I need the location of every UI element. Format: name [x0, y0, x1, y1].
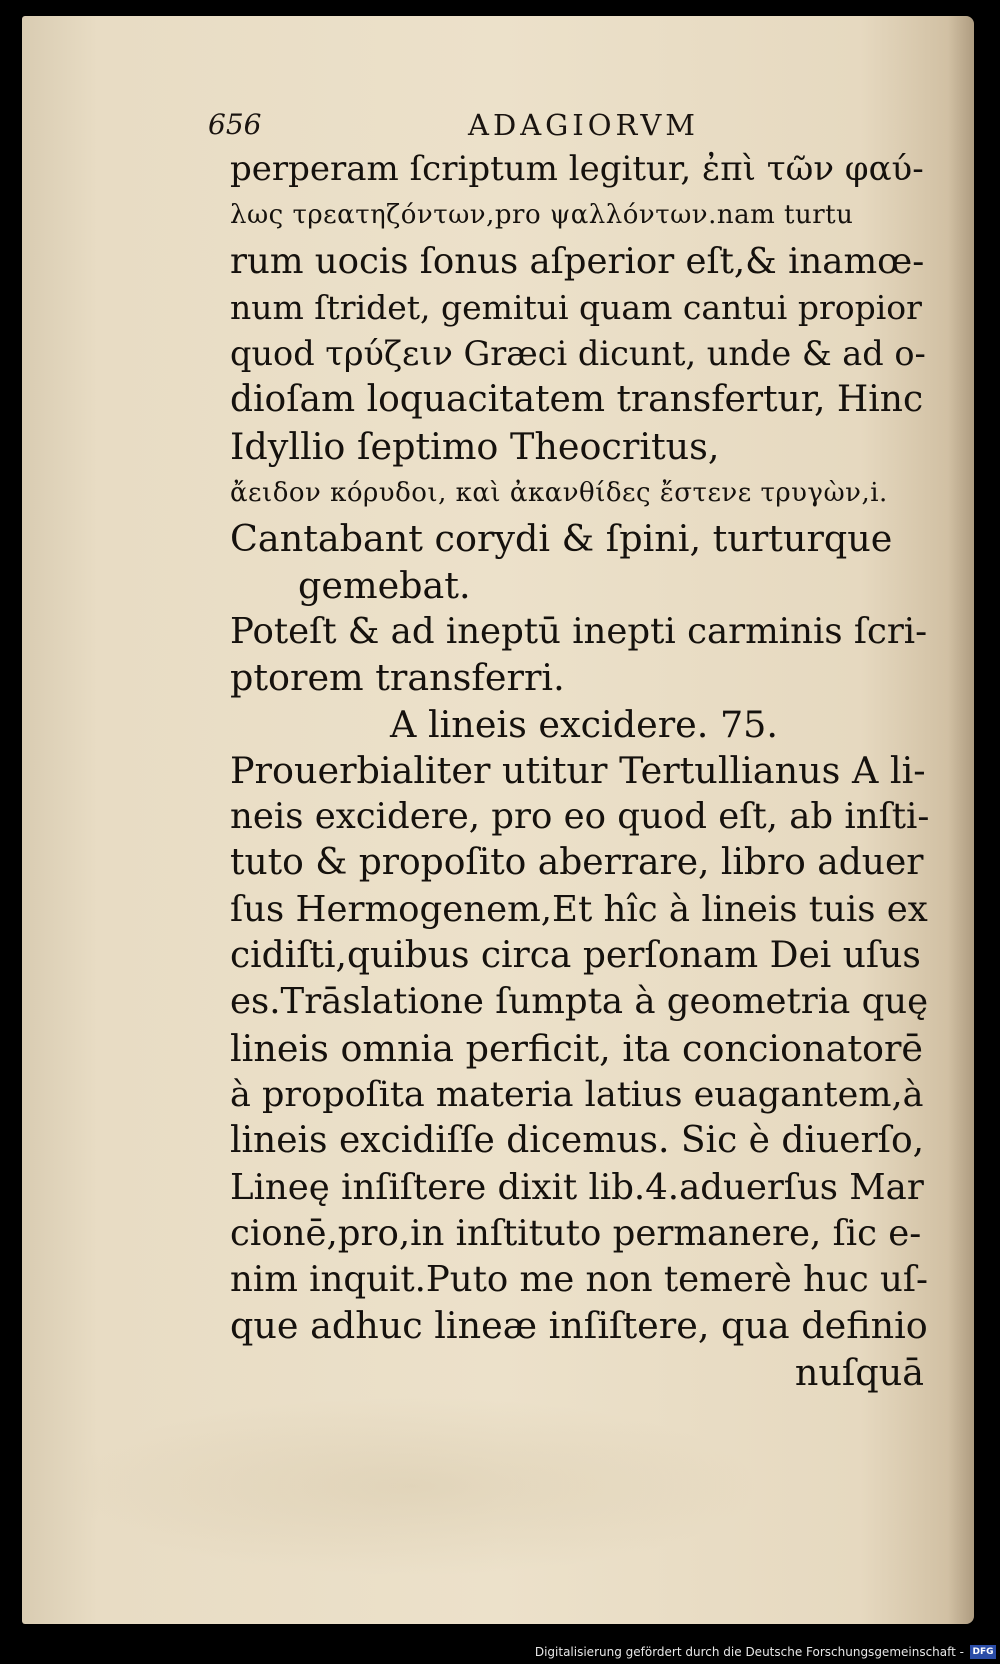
- text-line: Poteſt & ad ineptū inepti carminis ſcri-: [230, 610, 928, 652]
- text-line: ſus Hermogenem,Et hîc à lineis tuis ex: [230, 888, 928, 930]
- text-line: es.Trāslatione ſumpta à geometria quę: [230, 981, 929, 1023]
- text-line: neis excidere, pro eo quod eſt, ab inſti-: [230, 796, 930, 838]
- catchword: nuſquā: [794, 1350, 924, 1394]
- body-text: [230, 146, 930, 1396]
- text-line: perperam ſcriptum legitur, ἐπὶ τῶν φαύ-: [230, 149, 924, 189]
- text-line: dioſam loquacitatem transfertur, Hinc: [230, 379, 924, 421]
- text-line: que adhuc lineæ inſiſtere, qua definio: [230, 1304, 928, 1348]
- text-line: gemebat.: [298, 563, 471, 607]
- page-number: 656: [208, 108, 262, 141]
- text-line: cidiſti,quibus circa perſonam Dei uſus: [230, 935, 921, 977]
- text-line: nim inquit.Puto me non temerè huc uſ-: [230, 1259, 928, 1301]
- text-line: tuto & propoſito aberrare, libro aduer: [230, 842, 924, 884]
- text-line: Lineę inſiſtere dixit lib.4.aduerſus Mar: [230, 1166, 924, 1208]
- page-stain: [62, 1396, 762, 1576]
- text-line: num ſtridet, gemitui quam cantui propior: [230, 287, 922, 327]
- text-line: lineis excidiſſe dicemus. Sic è diuerſo,: [230, 1120, 925, 1162]
- dfg-logo: DFG: [970, 1645, 996, 1659]
- text-line: rum uocis ſonus aſperior eſt,& inamœ-: [230, 240, 925, 282]
- text-line: lineis omnia perficit, ita concionatorē: [230, 1026, 924, 1070]
- digitization-credit: Digitalisierung gefördert durch die Deutsche Forschungsgemeinschaft -: [534, 1645, 964, 1659]
- running-head: ADAGIORVM: [468, 108, 699, 142]
- text-line: cionē,pro,in inſtituto permanere, ſic e-: [230, 1212, 922, 1254]
- text-line: Cantabant corydi & ſpini, turturque: [230, 517, 893, 561]
- section-heading: A lineis excidere. 75.: [390, 702, 778, 746]
- text-line: quod τρύζειν Græci dicunt, unde & ad o-: [230, 334, 926, 374]
- text-line: ptorem transferri.: [230, 656, 565, 700]
- text-line: λως τρεατηζόντων,pro ψαλλόντων.nam turtu: [230, 200, 854, 231]
- page-edge-shadow: [948, 16, 974, 1624]
- footer-bar: [0, 1638, 1000, 1664]
- text-line: Idyllio ſeptimo Theocritus,: [230, 424, 720, 468]
- greek-quote-line: ἄειδον κόρυδοι, καὶ ἀκανθίδες ἔστενε τρυγὼν,i.: [230, 478, 888, 509]
- text-line: Prouerbialiter utitur Tertullianus A li-: [230, 748, 926, 792]
- text-line: à propoſita materia latius euagantem,à: [230, 1074, 924, 1115]
